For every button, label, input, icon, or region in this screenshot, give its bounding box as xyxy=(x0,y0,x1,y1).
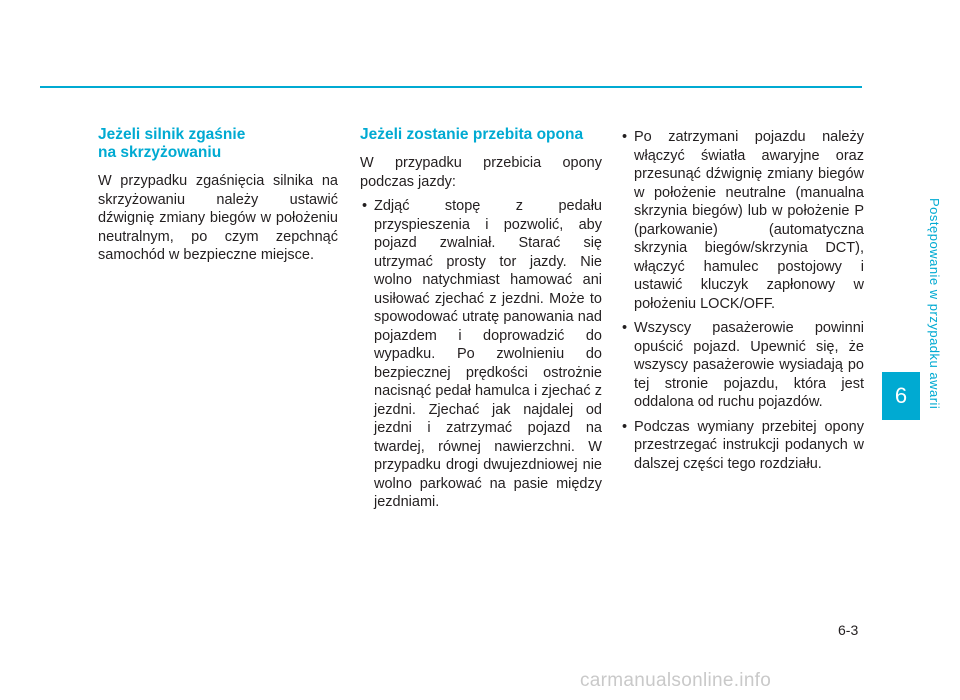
list-item: • Po zatrzymani pojazdu należy włączyć światła awaryjne oraz przesunąć dźwignię zmiany biegów w położenie neutralne (manualna skrzynia biegów) lub w położenie P (parkowanie) (automatyczna skrzynia biegów/skrzynia DCT), włączyć hamulec postojowy i ustawić kluczyk zapłonowy w położeniu LOCK/OFF. xyxy=(620,128,864,313)
page-number: 6-3 xyxy=(838,622,859,638)
section-body: W przypadku zgaśnięcia silnika na skrzyżowaniu należy ustawić dźwignię zmiany biegów w położeniu neutralnym, po czym zepchnąć samochód w bezpieczne miejsce. xyxy=(98,173,338,263)
list-item: • Wszyscy pasażerowie powinni opuścić pojazd. Upewnić się, że wszyscy pasażerowie wysiadają po tej stronie pojazdu, która jest oddalona od ruchu pojazdów. xyxy=(620,319,864,412)
bullet-list xyxy=(620,128,864,473)
section-heading: Jeżeli zostanie przebita opona xyxy=(360,126,584,143)
watermark: carmanualsonline.info xyxy=(580,670,772,691)
header-rule xyxy=(40,86,862,88)
list-item: • Zdjąć stopę z pedału przyspieszenia i pozwolić, aby pojazd zwalniał. Starać się utrzymać prosty tor jazdy. Nie wolno natychmiast hamować ani usiłować zjechać z jezdni. Może to spowodować utratę panowania nad pojazdem i doprowadzić do wypadku. Po zwolnieniu do bezpiecznej prędkości ostrożnie nacisnąć pedał hamulca i zjechać z jezdni. Zjechać jak najdalej od jezdni i zatrzymać pojazd na twardej, równej nawierzchni. W przypadku drogi dwujezdniowej nie wolno parkować na pasie między jezdniami. xyxy=(360,197,602,512)
list-item: • Podczas wymiany przebitej opony przestrzegać instrukcji podanych w dalszej części tego rozdziału. xyxy=(620,418,864,474)
bullet-list xyxy=(360,197,602,512)
section-intro: W przypadku przebicia opony podczas jazdy: xyxy=(360,155,602,190)
section-flat-tire-continued xyxy=(620,128,864,479)
heading-line: na skrzyżowaniu xyxy=(98,144,222,161)
heading-line: Jeżeli silnik zgaśnie xyxy=(98,126,246,143)
chapter-side-title: Postępowanie w przypadku awarii xyxy=(927,198,942,410)
section-heading xyxy=(98,126,338,162)
chapter-tab: 6 xyxy=(882,372,920,420)
section-engine-stall xyxy=(98,126,338,265)
section-flat-tire xyxy=(360,126,602,518)
